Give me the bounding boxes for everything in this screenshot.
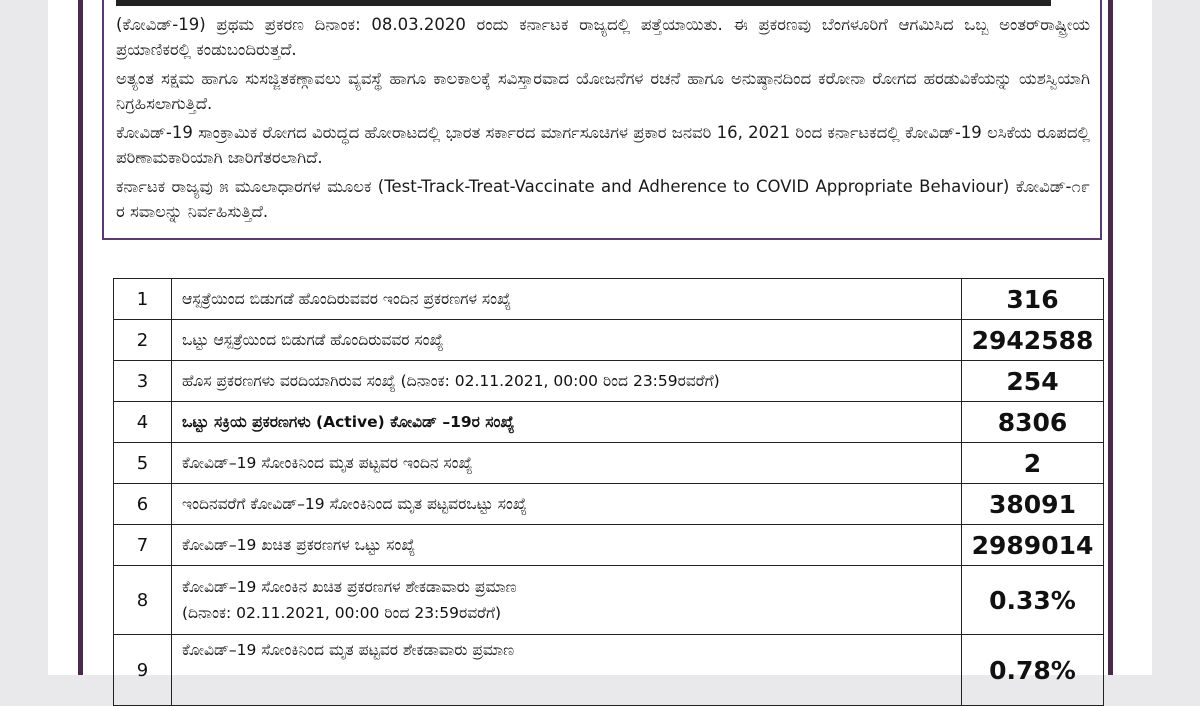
row-value: 254 — [962, 361, 1104, 402]
table-row — [114, 320, 1104, 361]
table-row — [114, 361, 1104, 402]
row-value: 316 — [962, 279, 1104, 320]
table-row — [114, 635, 1104, 706]
row-description: ಆಸ್ಪತ್ರೆಯಿಂದ ಬಿಡುಗಡೆ ಹೊಂದಿರುವವರ ಇಂದಿನ ಪ್ರಕರಣಗಳ ಸಂಖ್ಯೆ — [172, 279, 962, 320]
row-number: 2 — [114, 320, 172, 361]
cropped-top-line — [116, 0, 1090, 10]
row-description: ಇಂದಿನವರೆಗೆ ಕೋವಿಡ್–19 ಸೋಂಕಿನಿಂದ ಮೃತ ಪಟ್ಟವರಒಟ್ಟು ಸಂಖ್ಯೆ — [172, 484, 962, 525]
row-description-line-1: ಕೋವಿಡ್–19 ಸೋಂಕಿನ ಖಚಿತ ಪ್ರಕರಣಗಳ ಶೇಕಡಾವಾರು ಪ್ರಮಾಣ — [182, 578, 517, 596]
table-row — [114, 484, 1104, 525]
table-row — [114, 566, 1104, 635]
table-row — [114, 279, 1104, 320]
row-value: 38091 — [962, 484, 1104, 525]
table-row — [114, 402, 1104, 443]
row-number: 9 — [114, 635, 172, 706]
row-number: 8 — [114, 566, 172, 635]
row-value: 0.33% — [962, 566, 1104, 635]
row-number: 4 — [114, 402, 172, 443]
row-number: 1 — [114, 279, 172, 320]
row-description: ಒಟ್ಟು ಸಕ್ರಿಯ ಪ್ರಕರಣಗಳು (Active) ಕೋವಿಡ್ –19ರ ಸಂಖ್ಯೆ — [172, 402, 962, 443]
row-number: 7 — [114, 525, 172, 566]
row-value: 2942588 — [962, 320, 1104, 361]
row-value: 2 — [962, 443, 1104, 484]
intro-paragraph-3: ಕೋವಿಡ್-19 ಸಾಂಕ್ರಾಮಿಕ ರೋಗದ ವಿರುದ್ಧದ ಹೋರಾಟದಲ್ಲಿ ಭಾರತ ಸರ್ಕಾರದ ಮಾರ್ಗಸೂಚಿಗಳ ಪ್ರಕಾರ ಜನವರಿ 16, 2021 ರಿಂದ ಕರ್ನಾಟಕದಲ್ಲಿ ಕೋವಿಡ್-19 ಲಸಿಕೆಯ ರೂಪದಲ್ಲಿ ಪರಿಣಾಮಕಾರಿಯಾಗಿ ಜಾರಿಗೆತರಲಾಗಿದೆ. — [116, 123, 1090, 167]
row-description: ಹೊಸ ಪ್ರಕರಣಗಳು ವರದಿಯಾಗಿರುವ ಸಂಖ್ಯೆ (ದಿನಾಂಕ: 02.11.2021, 00:00 ರಿಂದ 23:59ರವರೆಗೆ) — [172, 361, 962, 402]
intro-paragraph-2: ಅತ್ಯಂತ ಸಕ್ಷಮ ಹಾಗೂ ಸುಸಜ್ಜಿತಕಣ್ಗಾವಲು ವ್ಯವಸ್ಥೆ ಹಾಗೂ ಕಾಲಕಾಲಕ್ಕೆ ಸವಿಸ್ತಾರವಾದ ಯೋಜನೆಗಳ ರಚನೆ ಹಾಗೂ ಅನುಷ್ಠಾನದಿಂದ ಕರೋನಾ ರೋಗದ ಹರಡುವಿಕೆಯನ್ನು ಯಶಸ್ವಿಯಾಗಿ ನಿಗ್ರಹಿಸಲಾಗುತ್ತಿದೆ. — [116, 69, 1090, 113]
row-description: ಕೋವಿಡ್–19 ಖಚಿತ ಪ್ರಕರಣಗಳ ಒಟ್ಟು ಸಂಖ್ಯೆ — [172, 525, 962, 566]
row-number: 5 — [114, 443, 172, 484]
row-value: 0.78% — [962, 635, 1104, 706]
row-value: 8306 — [962, 402, 1104, 443]
row-number: 6 — [114, 484, 172, 525]
row-description-line-2: (ದಿನಾಂಕ: 02.11.2021, 00:00 ರಿಂದ 23:59ರವರೆಗೆ) — [182, 604, 502, 622]
row-description: ಕೋವಿಡ್–19 ಸೋಂಕಿನಿಂದ ಮೃತ ಪಟ್ಟವರ ಶೇಕಡಾವಾರು ಪ್ರಮಾಣ — [172, 635, 962, 706]
row-description — [172, 566, 962, 635]
table-row — [114, 443, 1104, 484]
row-value: 2989014 — [962, 525, 1104, 566]
row-description: ಕೋವಿಡ್–19 ಸೋಂಕಿನಿಂದ ಮೃತ ಪಟ್ಟವರ ಇಂದಿನ ಸಂಖ್ಯೆ — [172, 443, 962, 484]
intro-box — [102, 0, 1102, 240]
row-number: 3 — [114, 361, 172, 402]
covid-stats-table — [113, 278, 1104, 706]
intro-paragraph-1: (ಕೋವಿಡ್-19) ಪ್ರಥಮ ಪ್ರಕರಣ ದಿನಾಂಕ: 08.03.2020 ರಂದು ಕರ್ನಾಟಕ ರಾಜ್ಯದಲ್ಲಿ ಪತ್ತೆಯಾಯಿತು. ಈ ಪ್ರಕರಣವು ಬೆಂಗಳೂರಿಗೆ ಆಗಮಿಸಿದ ಒಬ್ಬ ಅಂತರ್‌ರಾಷ್ಟ್ರೀಯ ಪ್ರಯಾಣಿಕರಲ್ಲಿ ಕಂಡುಬಂದಿರುತ್ತದೆ. — [116, 15, 1090, 59]
row-description: ಒಟ್ಟು ಆಸ್ಪತ್ರೆಯಿಂದ ಬಿಡುಗಡೆ ಹೊಂದಿರುವವರ ಸಂಖ್ಯೆ — [172, 320, 962, 361]
intro-paragraph-4: ಕರ್ನಾಟಕ ರಾಜ್ಯವು ೫ ಮೂಲಾಧಾರಗಳ ಮೂಲಕ (Test-Track-Treat-Vaccinate and Adherence to COVID Appropriate Behaviour) ಕೋವಿಡ್-೧೯ ರ ಸವಾಲನ್ನು ನಿರ್ವಹಿಸುತ್ತಿದೆ. — [116, 177, 1090, 221]
table-row — [114, 525, 1104, 566]
